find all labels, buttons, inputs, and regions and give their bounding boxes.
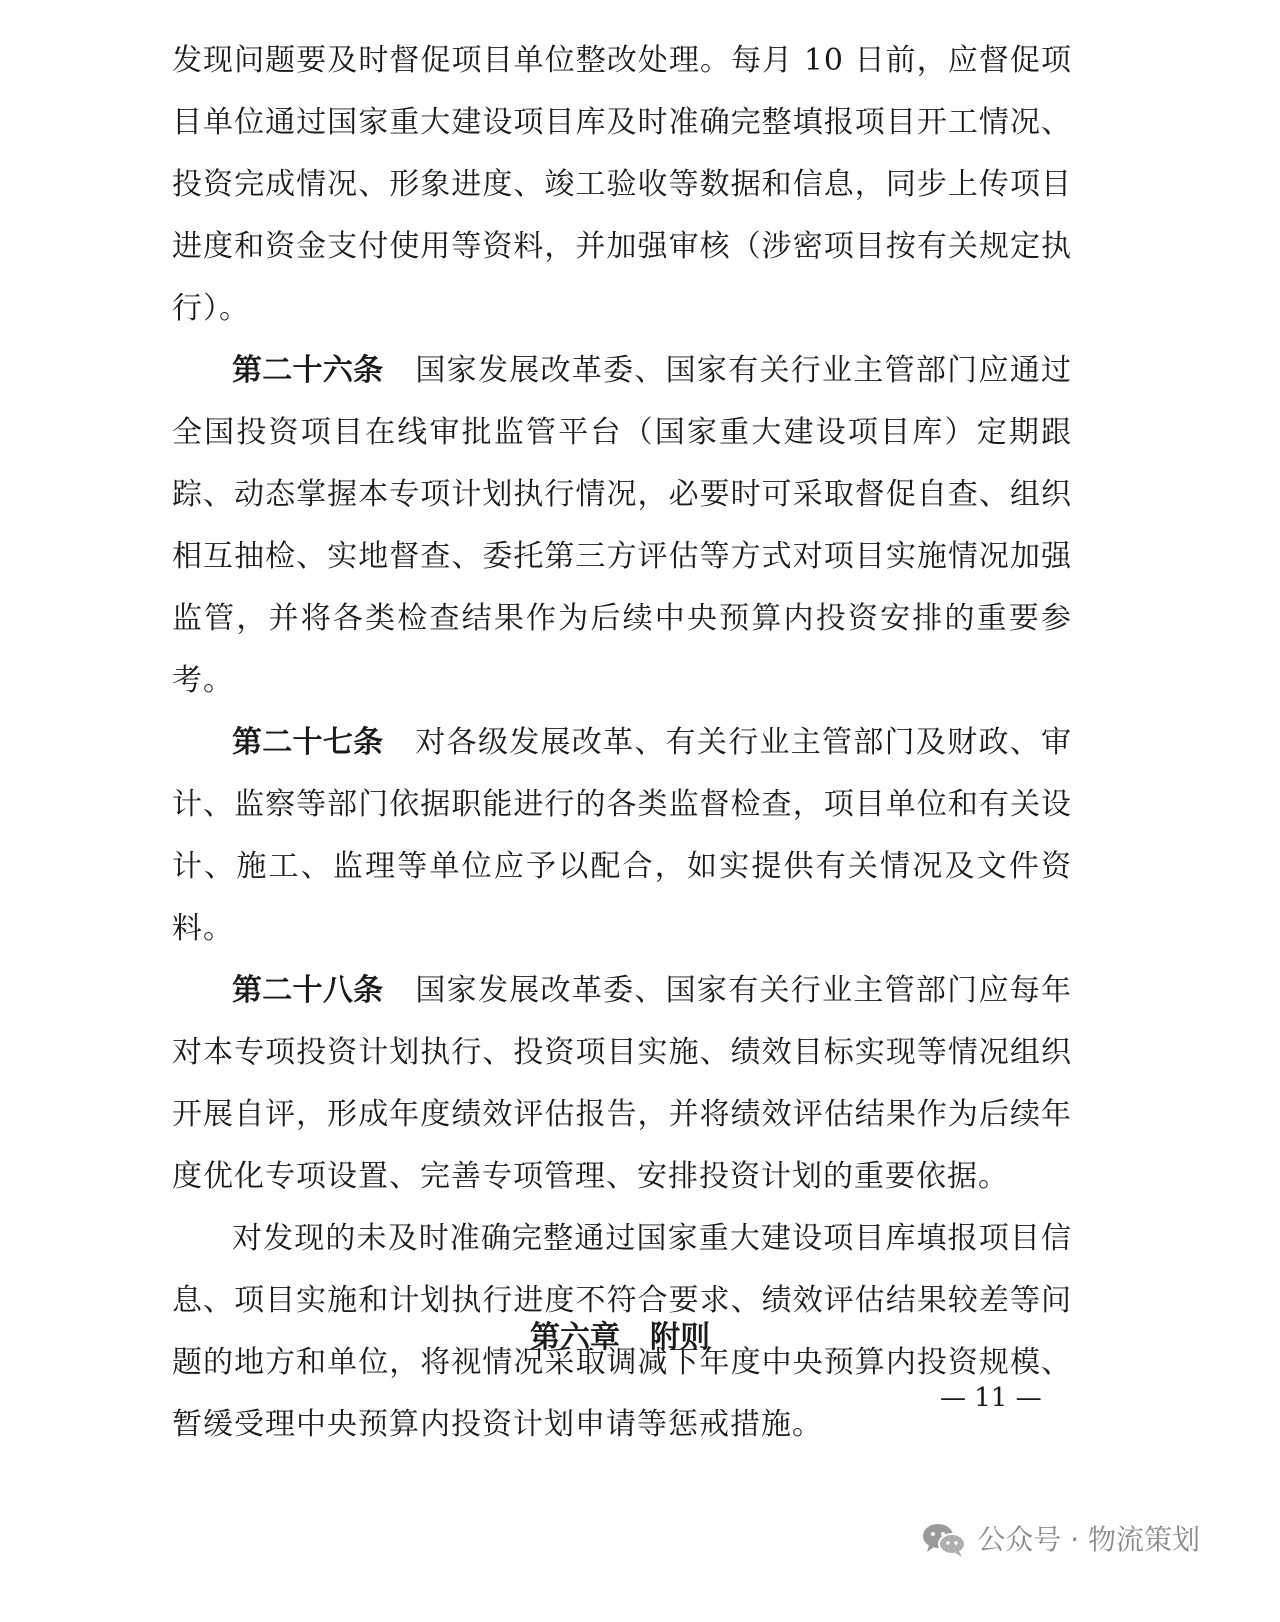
paragraph-text: 国家发展改革委、国家有关行业主管部门应通过全国投资项目在线审批监管平台（国家重大建设项目库）定期跟踪、动态掌握本专项计划执行情况，必要时可采取督促自查、组织相互抽检、实地督查、委托第三方评估等方式对项目实施情况加强监管，并将各类检查结果作为后续中央预算内投资安排的重要参考。 [172, 353, 1073, 698]
article-number: 第二十八条 [232, 973, 384, 1008]
paragraph-text: 发现问题要及时督促项目单位整改处理。每月 10 日前，应督促项目单位通过国家重大建设项目库及时准确完整填报项目开工情况、投资完成情况、形象进度、竣工验收等数据和信息，同步上传项目进度和资金支付使用等资料，并加强审核（涉密项目按有关规定执行）。 [172, 43, 1072, 326]
wechat-icon [921, 1522, 967, 1558]
paragraph-text: 对各级发展改革、有关行业主管部门及财政、审计、监察等部门依据职能进行的各类监督检查，项目单位和有关设计、施工、监理等单位应予以配合，如实提供有关情况及文件资料。 [172, 725, 1073, 946]
article-28 [172, 960, 1072, 1208]
watermark [921, 1520, 1200, 1560]
article-number: 第二十七条 [232, 725, 384, 760]
article-number: 第二十六条 [232, 353, 384, 388]
page-number: — 11 — [940, 1383, 1042, 1413]
paragraph-continuation [172, 30, 1072, 340]
watermark-text: 公众号 · 物流策划 [977, 1523, 1200, 1556]
paragraph-text: 对发现的未及时准确完整通过国家重大建设项目库填报项目信息、项目实施和计划执行进度不符合要求、绩效评估结果较差等问题的地方和单位，将视情况采取调减下年度中央预算内投资规模、暂缓受理中央预算内投资计划申请等惩戒措施。 [172, 1221, 1072, 1442]
paragraph-text: 国家发展改革委、国家有关行业主管部门应每年对本专项投资计划执行、投资项目实施、绩效目标实现等情况组织开展自评，形成年度绩效评估报告，并将绩效评估结果作为后续年度优化专项设置、完善专项管理、安排投资计划的重要依据。 [172, 973, 1073, 1194]
article-26 [172, 340, 1072, 712]
document-body [172, 30, 1072, 1456]
chapter-title: 第六章 附则 [530, 1320, 710, 1355]
article-27 [172, 712, 1072, 960]
